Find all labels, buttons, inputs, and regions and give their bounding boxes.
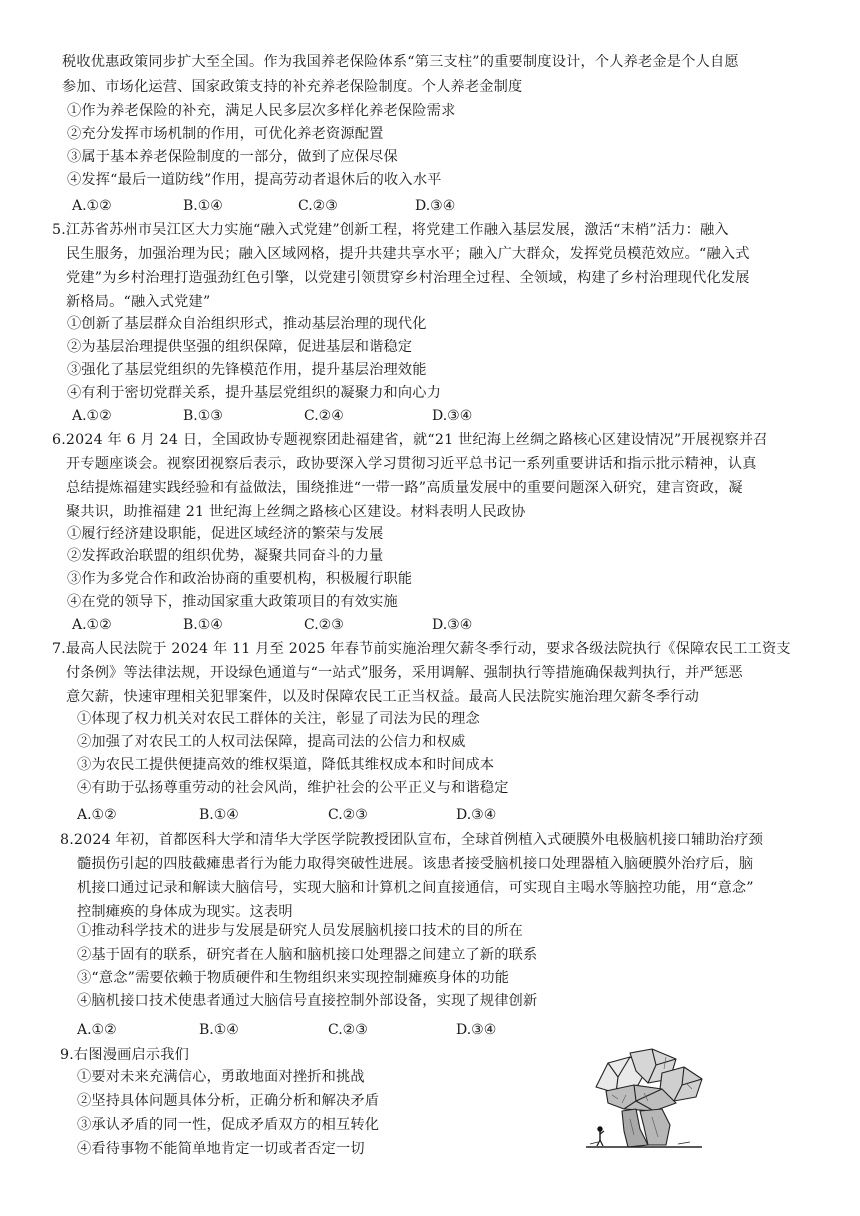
q6-options xyxy=(72,615,492,635)
q5-item-1: ①创新了基层群众自治组织形式，推动基层治理的现代化 xyxy=(67,316,427,332)
option-b[interactable]: B.①④ xyxy=(199,807,239,823)
option-c[interactable]: C.②④ xyxy=(304,408,344,424)
q6-stem-line: 开专题座谈会。视察团视察后表示，政协要深入学习贯彻习近平总书记一系列重要讲话和指示批示精神，认真 xyxy=(66,456,757,472)
cartoon-illustration xyxy=(578,1045,710,1155)
option-c[interactable]: C.②③ xyxy=(304,617,344,633)
q8-options xyxy=(77,1020,497,1040)
q7-stem-line: 意欠薪，快速审理相关犯罪案件，以及时保障农民工正当权益。最高人民法院实施治理欠薪冬季行动 xyxy=(66,689,700,705)
q5-item-2: ②为基层治理提供坚强的组织保障，促进基层和谐稳定 xyxy=(67,339,413,355)
q6-item-1: ①履行经济建设职能，促进区域经济的繁荣与发展 xyxy=(67,526,384,542)
q7-item-1: ①体现了权力机关对农民工群体的关注，彰显了司法为民的理念 xyxy=(77,711,480,727)
q6-stem-line: 总结提炼福建实践经验和有益做法，围绕推进“一带一路”高质量发展中的重要问题深入研究，建言资政，凝 xyxy=(66,480,743,496)
option-a[interactable]: A.①② xyxy=(72,408,112,424)
q7-item-3: ③为农民工提供便捷高效的维权渠道，降低其维权成本和时间成本 xyxy=(77,757,495,773)
q6-item-2: ②发挥政治联盟的组织优势，凝聚共同奋斗的力量 xyxy=(67,548,384,564)
q8-item-1: ①推动科学技术的进步与发展是研究人员发展脑机接口技术的目的所在 xyxy=(77,923,524,939)
intro-item-3: ③属于基本养老保险制度的一部分，做到了应保尽保 xyxy=(67,149,398,165)
q9-item-4: ④看待事物不能简单地肯定一切或者否定一切 xyxy=(77,1141,365,1157)
q8-stem-line: 髓损伤引起的四肢截瘫患者行为能力取得突破性进展。该患者接受脑机接口处理器植入脑硬膜外治疗后，脑 xyxy=(77,856,754,872)
q8-stem-line: 8.2024 年初，首都医科大学和清华大学医学院教授团队宣布，全球首例植入式硬膜外电极脑机接口辅助治疗颈 xyxy=(60,832,763,848)
q6-stem-line: 聚共识，助推福建 21 世纪海上丝绸之路核心区建设。材料表明人民政协 xyxy=(66,504,526,520)
option-c[interactable]: C.②③ xyxy=(328,1022,368,1038)
q9-item-1: ①要对未来充满信心，勇敢地面对挫折和挑战 xyxy=(77,1069,365,1085)
q5-stem-line: 党建”为乡村治理打造强劲红色引擎，以党建引领贯穿乡村治理全过程、全领域，构建了乡村治理现代化发展 xyxy=(66,270,750,286)
option-d[interactable]: D.③④ xyxy=(415,198,456,214)
intro-line: 税收优惠政策同步扩大至全国。作为我国养老保险体系“第三支柱”的重要制度设计，个人养老金是个人自愿 xyxy=(62,54,739,70)
q9-item-2: ②坚持具体问题具体分析，正确分析和解决矛盾 xyxy=(77,1093,380,1109)
option-b[interactable]: B.①③ xyxy=(183,408,223,424)
option-b[interactable]: B.①④ xyxy=(183,198,223,214)
option-d[interactable]: D.③④ xyxy=(432,408,473,424)
option-a[interactable]: A.①② xyxy=(72,198,112,214)
q8-item-4: ④脑机接口技术使患者通过大脑信号直接控制外部设备，实现了规律创新 xyxy=(77,993,538,1009)
option-b[interactable]: B.①④ xyxy=(199,1022,239,1038)
q6-stem-line: 6.2024 年 6 月 24 日，全国政协专题视察团赴福建省，就“21 世纪海上丝绸之路核心区建设情况”开展视察并召 xyxy=(52,432,768,448)
q5-stem-line: 新格局。“融入式党建” xyxy=(66,294,211,310)
q9-item-3: ③承认矛盾的同一性，促成矛盾双方的相互转化 xyxy=(77,1117,380,1133)
q7-item-4: ④有助于弘扬尊重劳动的社会风尚，维护社会的公平正义与和谐稳定 xyxy=(77,780,509,796)
option-d[interactable]: D.③④ xyxy=(456,807,497,823)
option-d[interactable]: D.③④ xyxy=(432,617,473,633)
q7-item-2: ②加强了对农民工的人权司法保障，提高司法的公信力和权威 xyxy=(77,734,466,750)
intro-line: 参加、市场化运营、国家政策支持的补充养老保险制度。个人养老金制度 xyxy=(62,79,523,95)
q5-item-4: ④有利于密切党群关系，提升基层党组织的凝聚力和向心力 xyxy=(67,385,442,401)
option-d[interactable]: D.③④ xyxy=(456,1022,497,1038)
q5-stem-line: 民生服务，加强治理为民；融入区域网格，提升共建共享水平；融入广大群众，发挥党员模范效应。“融入式 xyxy=(66,246,750,262)
option-a[interactable]: A.①② xyxy=(77,807,117,823)
intro-item-1: ①作为养老保险的补充，满足人民多层次多样化养老保险需求 xyxy=(67,103,456,119)
intro-item-4: ④发挥“最后一道防线”作用，提高劳动者退休后的收入水平 xyxy=(67,172,442,188)
q7-options xyxy=(77,805,497,825)
q9-stem-line: 9.右图漫画启示我们 xyxy=(60,1047,190,1063)
option-c[interactable]: C.②③ xyxy=(298,198,338,214)
q7-stem-line: 7.最高人民法院于 2024 年 11 月至 2025 年春节前实施治理欠薪冬季行动，要求各级法院执行《保障农民工工资支 xyxy=(52,641,791,657)
q5-options xyxy=(72,406,492,426)
q8-stem-line: 控制瘫痪的身体成为现实。这表明 xyxy=(77,904,293,920)
q6-item-3: ③作为多党合作和政治协商的重要机构，积极履行职能 xyxy=(67,571,413,587)
q5-item-3: ③强化了基层党组织的先锋模范作用，提升基层治理效能 xyxy=(67,362,427,378)
option-a[interactable]: A.①② xyxy=(77,1022,117,1038)
q8-item-2: ②基于固有的联系，研究者在人脑和脑机接口处理器之间建立了新的联系 xyxy=(77,947,538,963)
q8-stem-line: 机接口通过记录和解读大脑信号，实现大脑和计算机之间直接通信，可实现自主喝水等脑控功能，用“意念” xyxy=(77,880,754,896)
option-b[interactable]: B.①④ xyxy=(183,617,223,633)
q6-item-4: ④在党的领导下，推动国家重大政策项目的有效实施 xyxy=(67,594,398,610)
q5-stem-line: 5.江苏省苏州市吴江区大力实施“融入式党建”创新工程，将党建工作融入基层发展，激活“末梢”活力：融入 xyxy=(52,222,729,238)
q8-item-3: ③“意念”需要依赖于物质硬件和生物组织来实现控制瘫痪身体的功能 xyxy=(77,970,510,986)
option-a[interactable]: A.①② xyxy=(72,617,112,633)
option-c[interactable]: C.②③ xyxy=(328,807,368,823)
q7-stem-line: 付条例》等法律法规，开设绿色通道与“一站式”服务，采用调解、强制执行等措施确保裁判执行，并严惩恶 xyxy=(66,665,743,681)
intro-item-2: ②充分发挥市场机制的作用，可优化养老资源配置 xyxy=(67,126,384,142)
intro-options xyxy=(72,196,492,216)
